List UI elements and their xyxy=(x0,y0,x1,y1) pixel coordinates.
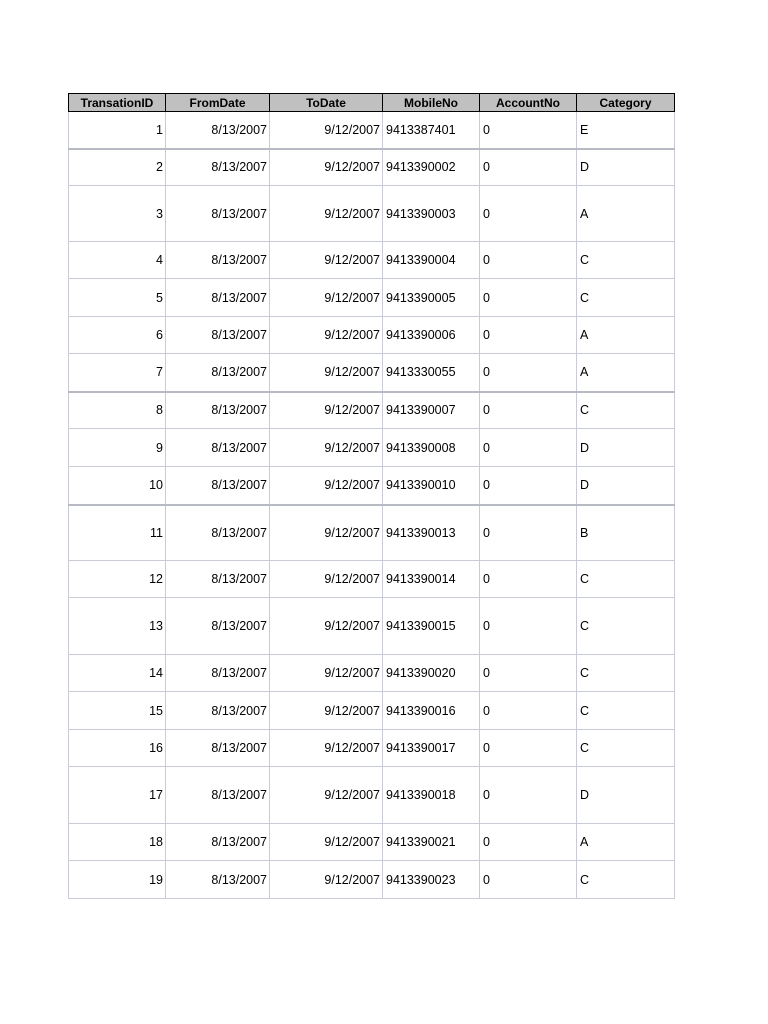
table-row xyxy=(69,692,675,730)
cell-account-no[interactable]: 0 xyxy=(480,186,577,242)
cell-from-date[interactable]: 8/13/2007 xyxy=(166,598,270,655)
cell-to-date[interactable]: 9/12/2007 xyxy=(270,242,383,279)
cell-to-date[interactable]: 9/12/2007 xyxy=(270,112,383,149)
cell-account-no[interactable]: 0 xyxy=(480,767,577,824)
cell-mobile-no[interactable]: 9413390017 xyxy=(383,730,480,767)
cell-transaction-id[interactable]: 7 xyxy=(69,354,166,392)
cell-to-date[interactable]: 9/12/2007 xyxy=(270,655,383,692)
cell-from-date[interactable]: 8/13/2007 xyxy=(166,317,270,354)
cell-from-date[interactable]: 8/13/2007 xyxy=(166,149,270,186)
header-category[interactable]: Category xyxy=(577,94,675,112)
cell-transaction-id[interactable]: 11 xyxy=(69,505,166,561)
cell-category[interactable]: A xyxy=(577,354,675,392)
cell-transaction-id[interactable]: 19 xyxy=(69,861,166,899)
table-row xyxy=(69,354,675,392)
cell-mobile-no[interactable]: 9413390018 xyxy=(383,767,480,824)
cell-account-no[interactable]: 0 xyxy=(480,824,577,861)
header-from-date[interactable]: FromDate xyxy=(166,94,270,112)
table-row xyxy=(69,655,675,692)
cell-mobile-no[interactable]: 9413390023 xyxy=(383,861,480,899)
cell-mobile-no[interactable]: 9413390021 xyxy=(383,824,480,861)
cell-mobile-no[interactable]: 9413387401 xyxy=(383,112,480,149)
cell-mobile-no[interactable]: 9413390016 xyxy=(383,692,480,730)
cell-category[interactable]: D xyxy=(577,767,675,824)
cell-to-date[interactable]: 9/12/2007 xyxy=(270,392,383,429)
cell-to-date[interactable]: 9/12/2007 xyxy=(270,861,383,899)
cell-category[interactable]: C xyxy=(577,561,675,598)
cell-mobile-no[interactable]: 9413330055 xyxy=(383,354,480,392)
cell-transaction-id[interactable]: 3 xyxy=(69,186,166,242)
header-mobile-no[interactable]: MobileNo xyxy=(383,94,480,112)
table-body xyxy=(69,112,675,899)
cell-from-date[interactable]: 8/13/2007 xyxy=(166,186,270,242)
cell-category[interactable]: D xyxy=(577,467,675,505)
cell-mobile-no[interactable]: 9413390006 xyxy=(383,317,480,354)
cell-from-date[interactable]: 8/13/2007 xyxy=(166,861,270,899)
cell-category[interactable]: D xyxy=(577,149,675,186)
table-row xyxy=(69,467,675,505)
table-row xyxy=(69,392,675,429)
header-row xyxy=(69,94,675,112)
cell-category[interactable]: B xyxy=(577,505,675,561)
cell-account-no[interactable]: 0 xyxy=(480,598,577,655)
cell-transaction-id[interactable]: 17 xyxy=(69,767,166,824)
cell-category[interactable]: C xyxy=(577,598,675,655)
cell-to-date[interactable]: 9/12/2007 xyxy=(270,824,383,861)
cell-category[interactable]: A xyxy=(577,824,675,861)
transactions-sheet xyxy=(68,93,674,899)
cell-category[interactable]: E xyxy=(577,112,675,149)
cell-to-date[interactable]: 9/12/2007 xyxy=(270,730,383,767)
table-row xyxy=(69,598,675,655)
cell-account-no[interactable]: 0 xyxy=(480,429,577,467)
cell-category[interactable]: C xyxy=(577,730,675,767)
cell-account-no[interactable]: 0 xyxy=(480,149,577,186)
cell-from-date[interactable]: 8/13/2007 xyxy=(166,279,270,317)
cell-transaction-id[interactable]: 12 xyxy=(69,561,166,598)
table-row xyxy=(69,112,675,149)
cell-to-date[interactable]: 9/12/2007 xyxy=(270,467,383,505)
cell-account-no[interactable]: 0 xyxy=(480,279,577,317)
cell-mobile-no[interactable]: 9413390014 xyxy=(383,561,480,598)
cell-mobile-no[interactable]: 9413390007 xyxy=(383,392,480,429)
header-to-date[interactable]: ToDate xyxy=(270,94,383,112)
cell-transaction-id[interactable]: 18 xyxy=(69,824,166,861)
cell-to-date[interactable]: 9/12/2007 xyxy=(270,429,383,467)
table-row xyxy=(69,149,675,186)
table-row xyxy=(69,861,675,899)
cell-from-date[interactable]: 8/13/2007 xyxy=(166,505,270,561)
cell-from-date[interactable]: 8/13/2007 xyxy=(166,824,270,861)
cell-transaction-id[interactable]: 2 xyxy=(69,149,166,186)
cell-transaction-id[interactable]: 9 xyxy=(69,429,166,467)
cell-mobile-no[interactable]: 9413390010 xyxy=(383,467,480,505)
cell-from-date[interactable]: 8/13/2007 xyxy=(166,767,270,824)
cell-account-no[interactable]: 0 xyxy=(480,242,577,279)
cell-from-date[interactable]: 8/13/2007 xyxy=(166,730,270,767)
cell-to-date[interactable]: 9/12/2007 xyxy=(270,149,383,186)
cell-mobile-no[interactable]: 9413390008 xyxy=(383,429,480,467)
cell-category[interactable]: A xyxy=(577,186,675,242)
cell-transaction-id[interactable]: 15 xyxy=(69,692,166,730)
cell-from-date[interactable]: 8/13/2007 xyxy=(166,467,270,505)
cell-transaction-id[interactable]: 16 xyxy=(69,730,166,767)
cell-category[interactable]: A xyxy=(577,317,675,354)
cell-account-no[interactable]: 0 xyxy=(480,692,577,730)
cell-to-date[interactable]: 9/12/2007 xyxy=(270,598,383,655)
transactions-table xyxy=(68,93,675,899)
cell-from-date[interactable]: 8/13/2007 xyxy=(166,242,270,279)
cell-from-date[interactable]: 8/13/2007 xyxy=(166,112,270,149)
cell-category[interactable]: C xyxy=(577,861,675,899)
table-row xyxy=(69,317,675,354)
cell-to-date[interactable]: 9/12/2007 xyxy=(270,505,383,561)
cell-to-date[interactable]: 9/12/2007 xyxy=(270,561,383,598)
cell-mobile-no[interactable]: 9413390015 xyxy=(383,598,480,655)
cell-from-date[interactable]: 8/13/2007 xyxy=(166,655,270,692)
table-row xyxy=(69,429,675,467)
cell-transaction-id[interactable]: 6 xyxy=(69,317,166,354)
cell-account-no[interactable]: 0 xyxy=(480,655,577,692)
cell-account-no[interactable]: 0 xyxy=(480,354,577,392)
table-row xyxy=(69,279,675,317)
cell-category[interactable]: C xyxy=(577,392,675,429)
cell-transaction-id[interactable]: 4 xyxy=(69,242,166,279)
table-row xyxy=(69,242,675,279)
cell-category[interactable]: C xyxy=(577,242,675,279)
table-row xyxy=(69,730,675,767)
cell-account-no[interactable]: 0 xyxy=(480,861,577,899)
cell-transaction-id[interactable]: 13 xyxy=(69,598,166,655)
cell-account-no[interactable]: 0 xyxy=(480,112,577,149)
table-row xyxy=(69,561,675,598)
cell-category[interactable]: C xyxy=(577,279,675,317)
cell-to-date[interactable]: 9/12/2007 xyxy=(270,692,383,730)
header-transaction-id[interactable]: TransationID xyxy=(69,94,166,112)
cell-category[interactable]: C xyxy=(577,655,675,692)
cell-from-date[interactable]: 8/13/2007 xyxy=(166,392,270,429)
cell-category[interactable]: D xyxy=(577,429,675,467)
cell-transaction-id[interactable]: 14 xyxy=(69,655,166,692)
header-account-no[interactable]: AccountNo xyxy=(480,94,577,112)
cell-mobile-no[interactable]: 9413390004 xyxy=(383,242,480,279)
cell-mobile-no[interactable]: 9413390013 xyxy=(383,505,480,561)
cell-transaction-id[interactable]: 5 xyxy=(69,279,166,317)
cell-to-date[interactable]: 9/12/2007 xyxy=(270,317,383,354)
cell-from-date[interactable]: 8/13/2007 xyxy=(166,354,270,392)
cell-mobile-no[interactable]: 9413390020 xyxy=(383,655,480,692)
table-row xyxy=(69,767,675,824)
cell-account-no[interactable]: 0 xyxy=(480,730,577,767)
cell-to-date[interactable]: 9/12/2007 xyxy=(270,279,383,317)
cell-to-date[interactable]: 9/12/2007 xyxy=(270,354,383,392)
cell-from-date[interactable]: 8/13/2007 xyxy=(166,561,270,598)
cell-account-no[interactable]: 0 xyxy=(480,467,577,505)
table-row xyxy=(69,824,675,861)
cell-account-no[interactable]: 0 xyxy=(480,392,577,429)
cell-account-no[interactable]: 0 xyxy=(480,317,577,354)
cell-account-no[interactable]: 0 xyxy=(480,505,577,561)
cell-mobile-no[interactable]: 9413390005 xyxy=(383,279,480,317)
cell-account-no[interactable]: 0 xyxy=(480,561,577,598)
cell-mobile-no[interactable]: 9413390002 xyxy=(383,149,480,186)
cell-to-date[interactable]: 9/12/2007 xyxy=(270,767,383,824)
cell-from-date[interactable]: 8/13/2007 xyxy=(166,429,270,467)
cell-mobile-no[interactable]: 9413390003 xyxy=(383,186,480,242)
cell-category[interactable]: C xyxy=(577,692,675,730)
cell-transaction-id[interactable]: 8 xyxy=(69,392,166,429)
table-row xyxy=(69,186,675,242)
cell-transaction-id[interactable]: 10 xyxy=(69,467,166,505)
cell-from-date[interactable]: 8/13/2007 xyxy=(166,692,270,730)
cell-transaction-id[interactable]: 1 xyxy=(69,112,166,149)
cell-to-date[interactable]: 9/12/2007 xyxy=(270,186,383,242)
table-row xyxy=(69,505,675,561)
